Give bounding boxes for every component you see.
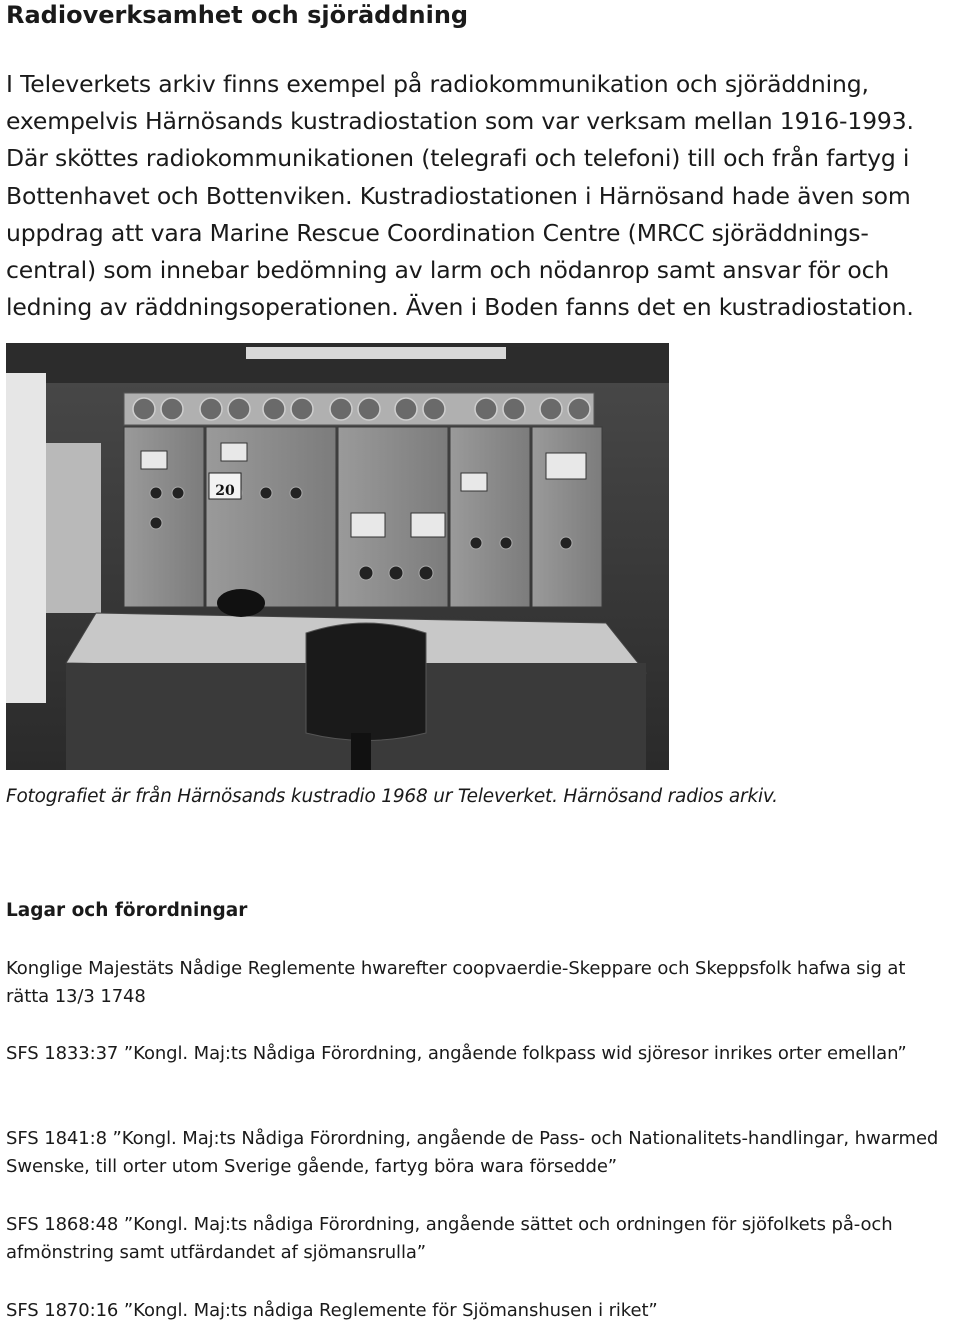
law-item: SFS 1870:16 ”Kongl. Maj:ts nådiga Reglemente för Sjömanshusen i riket”	[6, 1300, 658, 1321]
laws-heading: Lagar och förordningar	[6, 900, 248, 921]
photo-caption: Fotografiet är från Härnösands kustradio 1968 ur Televerket. Härnösand radios arkiv.	[6, 786, 778, 807]
radio-station-photo	[6, 343, 669, 770]
page-title: Radioverksamhet och sjöräddning	[6, 1, 469, 29]
intro-paragraph: I Televerkets arkiv finns exempel på radiokommunikation och sjöräddning, exempelvis Härnösands kustradiostation som var verksam mellan 1916-1993. Där sköttes radiokommunikationen (telegrafi och telefoni) till och från fartyg i Bottenhavet och Bottenviken. Kustradiostationen i Härnösand hade även som uppdrag att vara Marine Rescue Coordination Centre (MRCC sjöräddnings-central) som innebar bedömning av larm och nödanrop samt ansvar för och ledning av räddningsoperationen. Även i Boden fanns det en kustradiostation.	[6, 70, 914, 322]
law-item: SFS 1833:37 ”Kongl. Maj:ts Nådiga Förordning, angående folkpass wid sjöresor inrikes orter emellan”	[6, 1043, 907, 1064]
radio-station-photo-drawing	[6, 343, 669, 770]
law-item: SFS 1868:48 ”Kongl. Maj:ts nådiga Förordning, angående sättet och ordningen för sjöfolkets på-och afmönstring samt utfärdandet af sjömansrulla”	[6, 1214, 893, 1263]
desk-calendar-sign: 20	[215, 483, 235, 499]
law-item: Konglige Majestäts Nådige Reglemente hwarefter coopvaerdie-Skeppare och Skeppsfolk hafwa sig at rätta 13/3 1748	[6, 958, 906, 1007]
law-item: SFS 1841:8 ”Kongl. Maj:ts Nådiga Förordning, angående de Pass- och Nationalitets-handlingar, hwarmed Swenske, till orter utom Sverige gående, fartyg böra wara försedde”	[6, 1128, 939, 1177]
